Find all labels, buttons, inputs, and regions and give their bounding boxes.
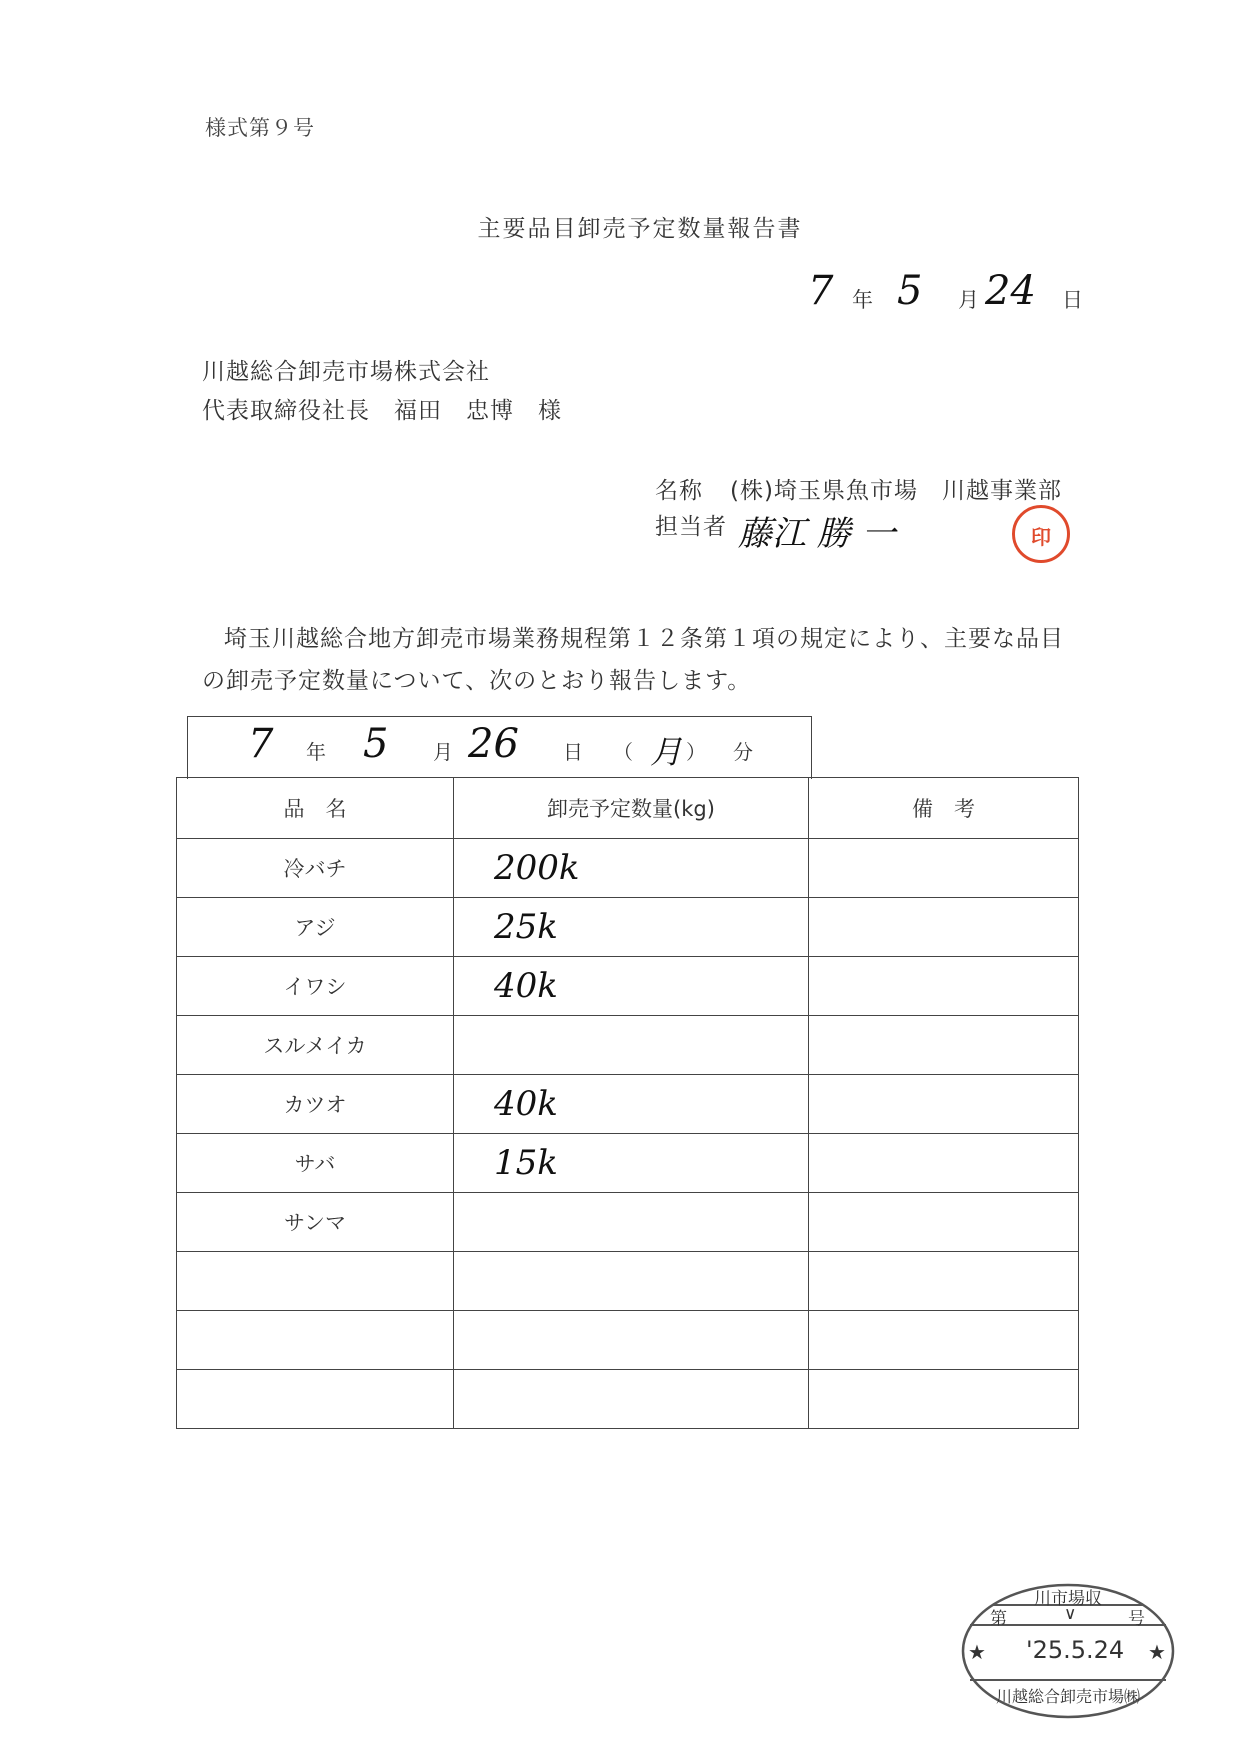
stamp-top: 川市場収 xyxy=(1034,1589,1102,1609)
quantity-value: 40k xyxy=(494,966,558,1006)
body-text: 埼玉川越総合地方卸売市場業務規程第１２条第１項の規定により、主要な品目の卸売予定数量について、次のとおり報告します。 xyxy=(202,626,1064,694)
target-month: 5 xyxy=(363,721,389,767)
note-cell xyxy=(809,1193,1079,1252)
close-paren: ） xyxy=(686,740,706,764)
report-year-label: 年 xyxy=(852,288,873,312)
table-row xyxy=(177,1193,1079,1252)
open-paren: （ xyxy=(613,740,633,764)
quantity-cell xyxy=(454,898,809,957)
item-name: アジ xyxy=(177,898,454,957)
stamp-bottom: 川越総合卸売市場㈱ xyxy=(996,1687,1141,1706)
item-name xyxy=(177,1370,454,1429)
stamp-mark: ∨ xyxy=(1064,1604,1077,1624)
table-row xyxy=(177,1252,1079,1311)
header-item: 品 名 xyxy=(177,778,454,839)
document-title: 主要品目卸売予定数量報告書 xyxy=(477,216,803,242)
table-row xyxy=(177,1075,1079,1134)
item-name: カツオ xyxy=(177,1075,454,1134)
target-year-label: 年 xyxy=(306,740,326,764)
table-row xyxy=(177,1134,1079,1193)
addressee-person: 代表取締役社長 福田 忠博 様 xyxy=(202,398,562,424)
note-cell xyxy=(809,1370,1079,1429)
stamp-date: '25.5.24 xyxy=(1026,1636,1125,1664)
header-note: 備 考 xyxy=(809,778,1079,839)
target-weekday: 月 xyxy=(650,733,683,771)
header-quantity: 卸売予定数量(kg) xyxy=(454,778,809,839)
note-cell xyxy=(809,1311,1079,1370)
table-row xyxy=(177,1016,1079,1075)
report-date xyxy=(0,268,1240,318)
report-day-label: 日 xyxy=(1062,288,1083,312)
table-header-row xyxy=(177,778,1079,839)
quantity-value: 25k xyxy=(494,907,558,947)
target-date-box xyxy=(187,716,812,779)
table-row xyxy=(177,1370,1079,1429)
target-suffix: 分 xyxy=(733,740,753,764)
table-row xyxy=(177,1311,1079,1370)
quantity-cell xyxy=(454,1016,809,1075)
quantity-table xyxy=(176,777,1079,1429)
personal-seal: 印 xyxy=(1012,505,1070,563)
contact-label: 担当者 xyxy=(655,514,727,540)
quantity-cell xyxy=(454,1193,809,1252)
star-icon: ★ xyxy=(1148,1640,1166,1664)
item-name: 冷バチ xyxy=(177,839,454,898)
receipt-stamp xyxy=(958,1580,1178,1722)
quantity-value: 40k xyxy=(494,1084,558,1124)
note-cell xyxy=(809,1134,1079,1193)
contact-signature: 藤江 勝 一 xyxy=(738,514,896,554)
item-name: サンマ xyxy=(177,1193,454,1252)
sender-name: (株)埼玉県魚市場 川越事業部 xyxy=(730,478,1062,504)
quantity-cell xyxy=(454,1370,809,1429)
quantity-cell xyxy=(454,1252,809,1311)
form-number: 様式第９号 xyxy=(205,116,315,140)
target-month-label: 月 xyxy=(433,740,453,764)
quantity-cell xyxy=(454,839,809,898)
stamp-right: 号 xyxy=(1128,1609,1145,1629)
report-year: 7 xyxy=(808,268,834,314)
report-month: 5 xyxy=(897,268,923,314)
item-name: サバ xyxy=(177,1134,454,1193)
note-cell xyxy=(809,957,1079,1016)
quantity-value: 200k xyxy=(494,848,580,888)
note-cell xyxy=(809,898,1079,957)
item-name xyxy=(177,1311,454,1370)
quantity-cell xyxy=(454,957,809,1016)
star-icon: ★ xyxy=(968,1640,986,1664)
report-month-label: 月 xyxy=(958,288,979,312)
quantity-cell xyxy=(454,1311,809,1370)
target-day-label: 日 xyxy=(563,740,583,764)
table-row xyxy=(177,839,1079,898)
addressee-company: 川越総合卸売市場株式会社 xyxy=(202,359,490,385)
target-day: 26 xyxy=(468,721,519,767)
table-row xyxy=(177,898,1079,957)
quantity-cell xyxy=(454,1075,809,1134)
target-year: 7 xyxy=(248,721,274,767)
note-cell xyxy=(809,1252,1079,1311)
item-name: スルメイカ xyxy=(177,1016,454,1075)
quantity-cell xyxy=(454,1134,809,1193)
quantity-value: 15k xyxy=(494,1143,558,1183)
note-cell xyxy=(809,1016,1079,1075)
stamp-left: 第 xyxy=(990,1609,1007,1629)
table-row xyxy=(177,957,1079,1016)
item-name xyxy=(177,1252,454,1311)
note-cell xyxy=(809,839,1079,898)
item-name: イワシ xyxy=(177,957,454,1016)
report-day: 24 xyxy=(985,268,1036,314)
sender-name-label: 名称 xyxy=(655,478,703,504)
note-cell xyxy=(809,1075,1079,1134)
